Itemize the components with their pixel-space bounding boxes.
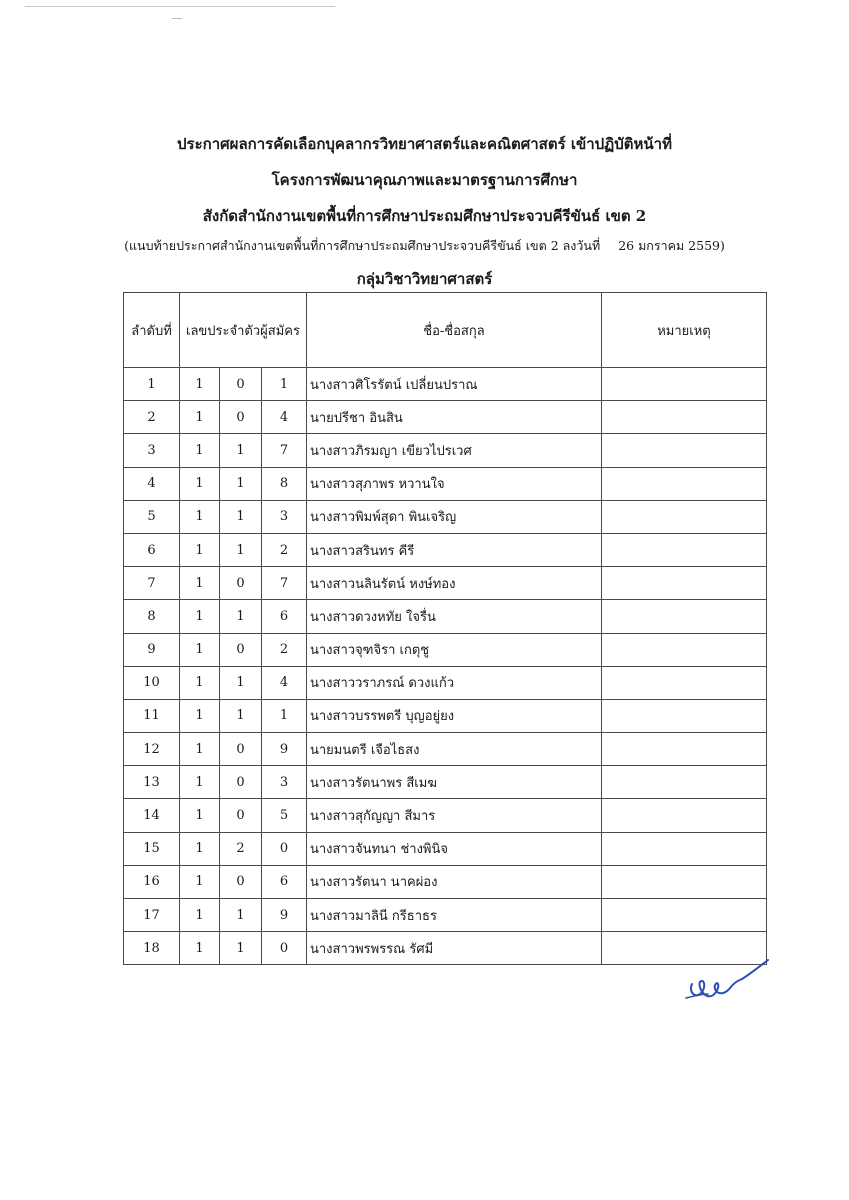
cell-id-digit-3: 5	[262, 799, 307, 832]
cell-remark	[602, 533, 767, 566]
cell-order: 9	[124, 633, 180, 666]
cell-id-digit-3: 9	[262, 733, 307, 766]
cell-id-digit-2: 0	[220, 567, 262, 600]
cell-name: นางสาวภิรมญา เขียวไปรเวศ	[307, 434, 602, 467]
cell-order: 3	[124, 434, 180, 467]
scan-artifact-dot	[172, 18, 182, 19]
table-row	[124, 766, 767, 799]
cell-name: นายมนตรี เจือไธสง	[307, 733, 602, 766]
cell-id-digit-3: 0	[262, 932, 307, 965]
cell-order: 4	[124, 467, 180, 500]
cell-id-digit-1: 1	[180, 600, 220, 633]
cell-id-digit-1: 1	[180, 567, 220, 600]
cell-remark	[602, 567, 767, 600]
cell-id-digit-1: 1	[180, 766, 220, 799]
table-row	[124, 533, 767, 566]
cell-id-digit-2: 0	[220, 733, 262, 766]
results-table	[123, 292, 767, 965]
table-row	[124, 567, 767, 600]
cell-id-digit-2: 1	[220, 500, 262, 533]
cell-order: 16	[124, 865, 180, 898]
table-row	[124, 500, 767, 533]
cell-id-digit-1: 1	[180, 666, 220, 699]
cell-name: นางสาวรัตนา นาคผ่อง	[307, 865, 602, 898]
cell-id-digit-1: 1	[180, 467, 220, 500]
subject-group-title: กลุ่มวิชาวิทยาศาสตร์	[356, 270, 493, 288]
cell-order: 18	[124, 932, 180, 965]
cell-id-digit-3: 3	[262, 766, 307, 799]
cell-name: นางสาวสรินทร คีรี	[307, 533, 602, 566]
cell-id-digit-1: 1	[180, 865, 220, 898]
cell-name: นางสาววราภรณ์ ดวงแก้ว	[307, 666, 602, 699]
cell-id-digit-1: 1	[180, 434, 220, 467]
cell-order: 10	[124, 666, 180, 699]
cell-name: นางสาวรัตนาพร สีเมฆ	[307, 766, 602, 799]
cell-id-digit-3: 2	[262, 533, 307, 566]
cell-remark	[602, 766, 767, 799]
cell-id-digit-2: 1	[220, 666, 262, 699]
table-row	[124, 368, 767, 401]
cell-name: นางสาวสุกัญญา สีมาร	[307, 799, 602, 832]
cell-name: นางสาวดวงหทัย ใจรื่น	[307, 600, 602, 633]
cell-remark	[602, 799, 767, 832]
cell-name: นางสาวบรรพตรี บุญอยู่ยง	[307, 699, 602, 732]
cell-remark	[602, 699, 767, 732]
cell-name: นางสาวพรพรรณ รัศมี	[307, 932, 602, 965]
column-header-name: ชื่อ-ชื่อสกุล	[307, 293, 602, 368]
table-row	[124, 600, 767, 633]
cell-order: 11	[124, 699, 180, 732]
cell-id-digit-1: 1	[180, 368, 220, 401]
cell-id-digit-1: 1	[180, 733, 220, 766]
table-row	[124, 899, 767, 932]
cell-order: 2	[124, 401, 180, 434]
cell-id-digit-2: 2	[220, 832, 262, 865]
cell-order: 1	[124, 368, 180, 401]
cell-id-digit-1: 1	[180, 500, 220, 533]
cell-name: นางสาวนลินรัตน์ หงษ์ทอง	[307, 567, 602, 600]
cell-remark	[602, 500, 767, 533]
cell-id-digit-2: 1	[220, 434, 262, 467]
cell-id-digit-1: 1	[180, 633, 220, 666]
cell-id-digit-2: 1	[220, 467, 262, 500]
attachment-prefix: (แนบท้ายประกาศสำนักงานเขตพื้นที่การศึกษาประถมศึกษาประจวบคีรีขันธ์ เขต 2 ลงวันที่	[124, 238, 601, 253]
table-row	[124, 467, 767, 500]
signature	[682, 952, 772, 1012]
cell-remark	[602, 733, 767, 766]
cell-id-digit-1: 1	[180, 899, 220, 932]
table-row	[124, 932, 767, 965]
attachment-date: 26 มกราคม 2559)	[618, 238, 725, 253]
table-row	[124, 865, 767, 898]
cell-name: นางสาวพิมพ์สุดา พินเจริญ	[307, 500, 602, 533]
cell-id-digit-3: 4	[262, 401, 307, 434]
cell-remark	[602, 401, 767, 434]
cell-order: 13	[124, 766, 180, 799]
cell-id-digit-1: 1	[180, 799, 220, 832]
cell-id-digit-3: 9	[262, 899, 307, 932]
cell-name: นางสาวสุภาพร หวานใจ	[307, 467, 602, 500]
cell-id-digit-2: 1	[220, 600, 262, 633]
cell-id-digit-2: 1	[220, 699, 262, 732]
table-header-row	[124, 293, 767, 368]
cell-order: 12	[124, 733, 180, 766]
office-title: สังกัดสำนักงานเขตพื้นที่การศึกษาประถมศึกษาประจวบคีรีขันธ์ เขต 2	[202, 207, 647, 225]
cell-id-digit-2: 1	[220, 932, 262, 965]
cell-id-digit-1: 1	[180, 401, 220, 434]
cell-remark	[602, 434, 767, 467]
cell-remark	[602, 899, 767, 932]
cell-order: 5	[124, 500, 180, 533]
cell-id-digit-2: 0	[220, 368, 262, 401]
cell-remark	[602, 633, 767, 666]
table-row	[124, 699, 767, 732]
table-row	[124, 799, 767, 832]
cell-order: 7	[124, 567, 180, 600]
cell-id-digit-2: 0	[220, 401, 262, 434]
cell-id-digit-3: 2	[262, 633, 307, 666]
table-row	[124, 401, 767, 434]
cell-id-digit-2: 0	[220, 799, 262, 832]
cell-id-digit-3: 8	[262, 467, 307, 500]
cell-id-digit-3: 0	[262, 832, 307, 865]
cell-id-digit-2: 0	[220, 766, 262, 799]
project-title: โครงการพัฒนาคุณภาพและมาตรฐานการศึกษา	[271, 171, 578, 189]
cell-name: นายปรีชา อินสิน	[307, 401, 602, 434]
announcement-title: ประกาศผลการคัดเลือกบุคลากรวิทยาศาสตร์และคณิตศาสตร์ เข้าปฏิบัติหน้าที่	[177, 135, 672, 153]
cell-id-digit-3: 3	[262, 500, 307, 533]
column-header-order: ลำดับที่	[124, 293, 180, 368]
cell-id-digit-3: 6	[262, 865, 307, 898]
cell-remark	[602, 666, 767, 699]
cell-name: นางสาวมาลินี กรีธาธร	[307, 899, 602, 932]
cell-id-digit-3: 1	[262, 699, 307, 732]
column-header-applicant-id: เลขประจำตัวผู้สมัคร	[180, 293, 307, 368]
cell-id-digit-3: 4	[262, 666, 307, 699]
cell-id-digit-1: 1	[180, 699, 220, 732]
cell-id-digit-2: 0	[220, 865, 262, 898]
cell-remark	[602, 368, 767, 401]
cell-name: นางสาวจันทนา ช่างพินิจ	[307, 832, 602, 865]
table-row	[124, 666, 767, 699]
table-row	[124, 434, 767, 467]
cell-remark	[602, 865, 767, 898]
cell-remark	[602, 467, 767, 500]
attachment-note	[0, 236, 849, 256]
cell-order: 15	[124, 832, 180, 865]
cell-order: 6	[124, 533, 180, 566]
cell-id-digit-2: 1	[220, 533, 262, 566]
cell-name: นางสาวศิโรรัตน์ เปลี่ยนปราณ	[307, 368, 602, 401]
table-row	[124, 733, 767, 766]
cell-id-digit-3: 1	[262, 368, 307, 401]
table-row	[124, 633, 767, 666]
cell-id-digit-2: 1	[220, 899, 262, 932]
cell-order: 17	[124, 899, 180, 932]
cell-remark	[602, 600, 767, 633]
cell-remark	[602, 832, 767, 865]
cell-order: 8	[124, 600, 180, 633]
cell-order: 14	[124, 799, 180, 832]
cell-id-digit-1: 1	[180, 932, 220, 965]
column-header-remark: หมายเหตุ	[602, 293, 767, 368]
table-row	[124, 832, 767, 865]
cell-id-digit-1: 1	[180, 533, 220, 566]
cell-name: นางสาวจุฑจิรา เกตุชู	[307, 633, 602, 666]
cell-id-digit-3: 7	[262, 434, 307, 467]
scan-artifact-line	[25, 6, 335, 7]
cell-id-digit-2: 0	[220, 633, 262, 666]
cell-id-digit-3: 7	[262, 567, 307, 600]
cell-id-digit-3: 6	[262, 600, 307, 633]
table-body	[124, 368, 767, 965]
cell-id-digit-1: 1	[180, 832, 220, 865]
